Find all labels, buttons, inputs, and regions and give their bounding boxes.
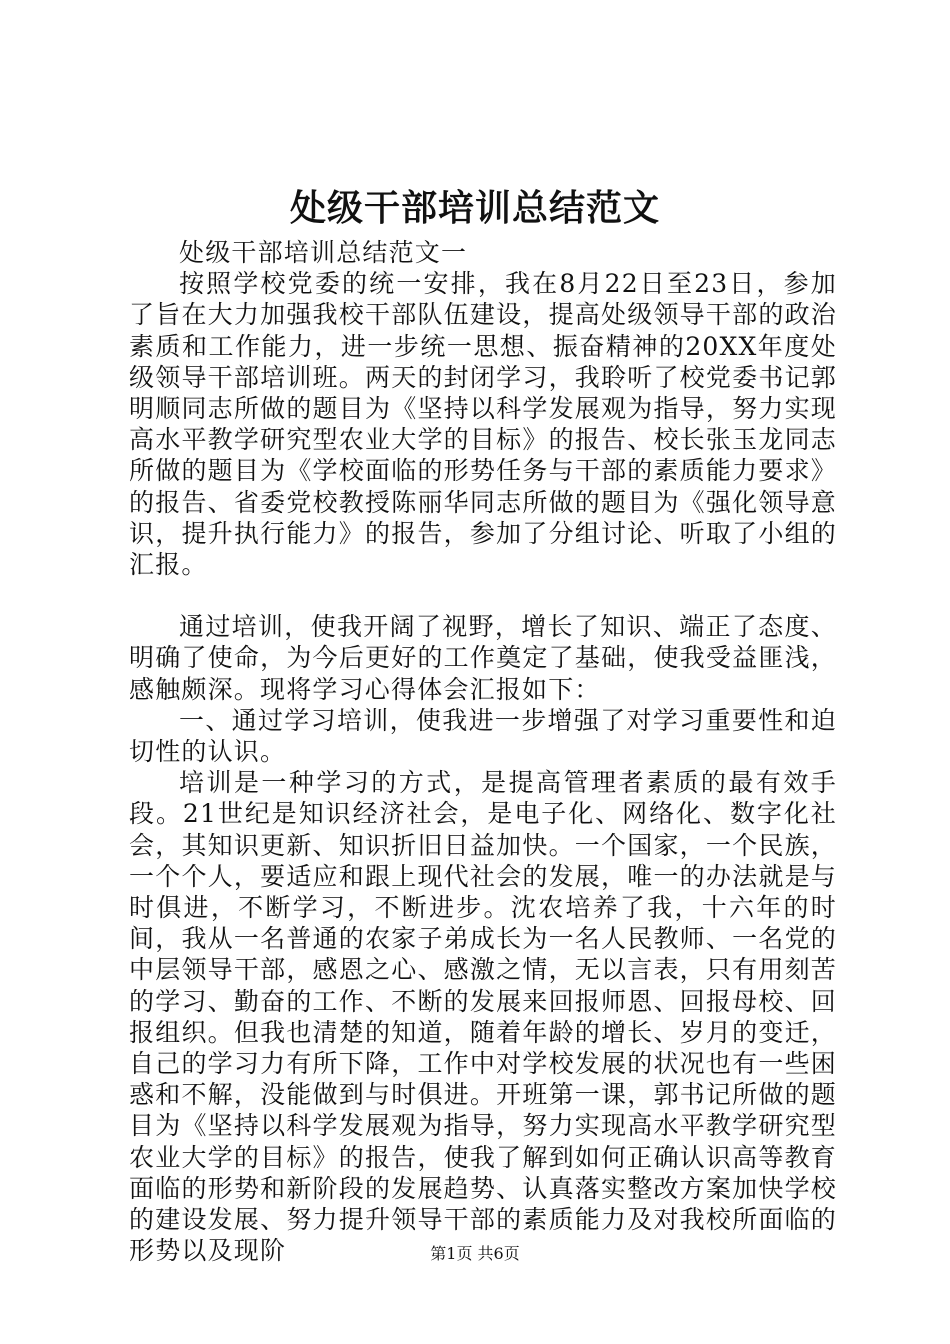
paragraph-learning: 培训是一种学习的方式，是提高管理者素质的最有效手段。21世纪是知识经济社会，是电子化、网络化、数字化社会，其知识更新、知识折旧日益加快。一个国家，一个民族，一个个人，要适应和跟上现代社会的发展，唯一的办法就是与时俱进，不断学习，不断进步。沈农培养了我，十六年的时间，我从一名普通的农家子弟成长为一名人民教师、一名党的中层领导干部，感恩之心、感激之情，无以言表，只有用刻苦的学习、勤奋的工作、不断的发展来回报师恩、回报母校、回报组织。但我也清楚的知道，随着年龄的增长、岁月的变迁，自己的学习力有所下降，工作中对学校发展的状况也有一些困惑和不解，没能做到与时俱进。开班第一课，郭书记所做的题目为《坚持以科学发展观为指导，努力实现高水平教学研究型农业大学的目标》的报告，使我了解到如何正确认识高等教育面临的形势和新阶段的发展趋势、认真落实整改方案加快学校的建设发展、努力提升领导干部的素质能力及对我校所面临的形势以及现阶 bbox=[129, 768, 837, 1266]
subtitle-line: 处级干部培训总结范文一 bbox=[179, 238, 468, 267]
page-title: 处级干部培训总结范文 bbox=[289, 187, 660, 229]
page-number: 第1页 共6页 bbox=[430, 1244, 520, 1263]
paragraph-intro: 按照学校党委的统一安排，我在8月22日至23日，参加了旨在大力加强我校干部队伍建设，提高处级领导干部的政治素质和工作能力，进一步统一思想、振奋精神的20XX年度处级领导干部培训班。两天的封闭学习，我聆听了校党委书记郭明顺同志所做的题目为《坚持以科学发展观为指导，努力实现高水平教学研究型农业大学的目标》的报告、校长张玉龙同志所做的题目为《学校面临的形势任务与干部的素质能力要求》的报告、省委党校教授陈丽华同志所做的题目为《强化领导意识，提升执行能力》的报告，参加了分组讨论、听取了小组的汇报。 bbox=[129, 269, 837, 580]
document-body bbox=[129, 237, 837, 1267]
paragraph-summary: 通过培训，使我开阔了视野，增长了知识、端正了态度、明确了使命，为今后更好的工作奠定了基础，使我受益匪浅，感触颇深。现将学习心得体会汇报如下： bbox=[129, 612, 837, 704]
section-heading-1: 一、通过学习培训，使我进一步增强了对学习重要性和迫切性的认识。 bbox=[129, 705, 837, 767]
